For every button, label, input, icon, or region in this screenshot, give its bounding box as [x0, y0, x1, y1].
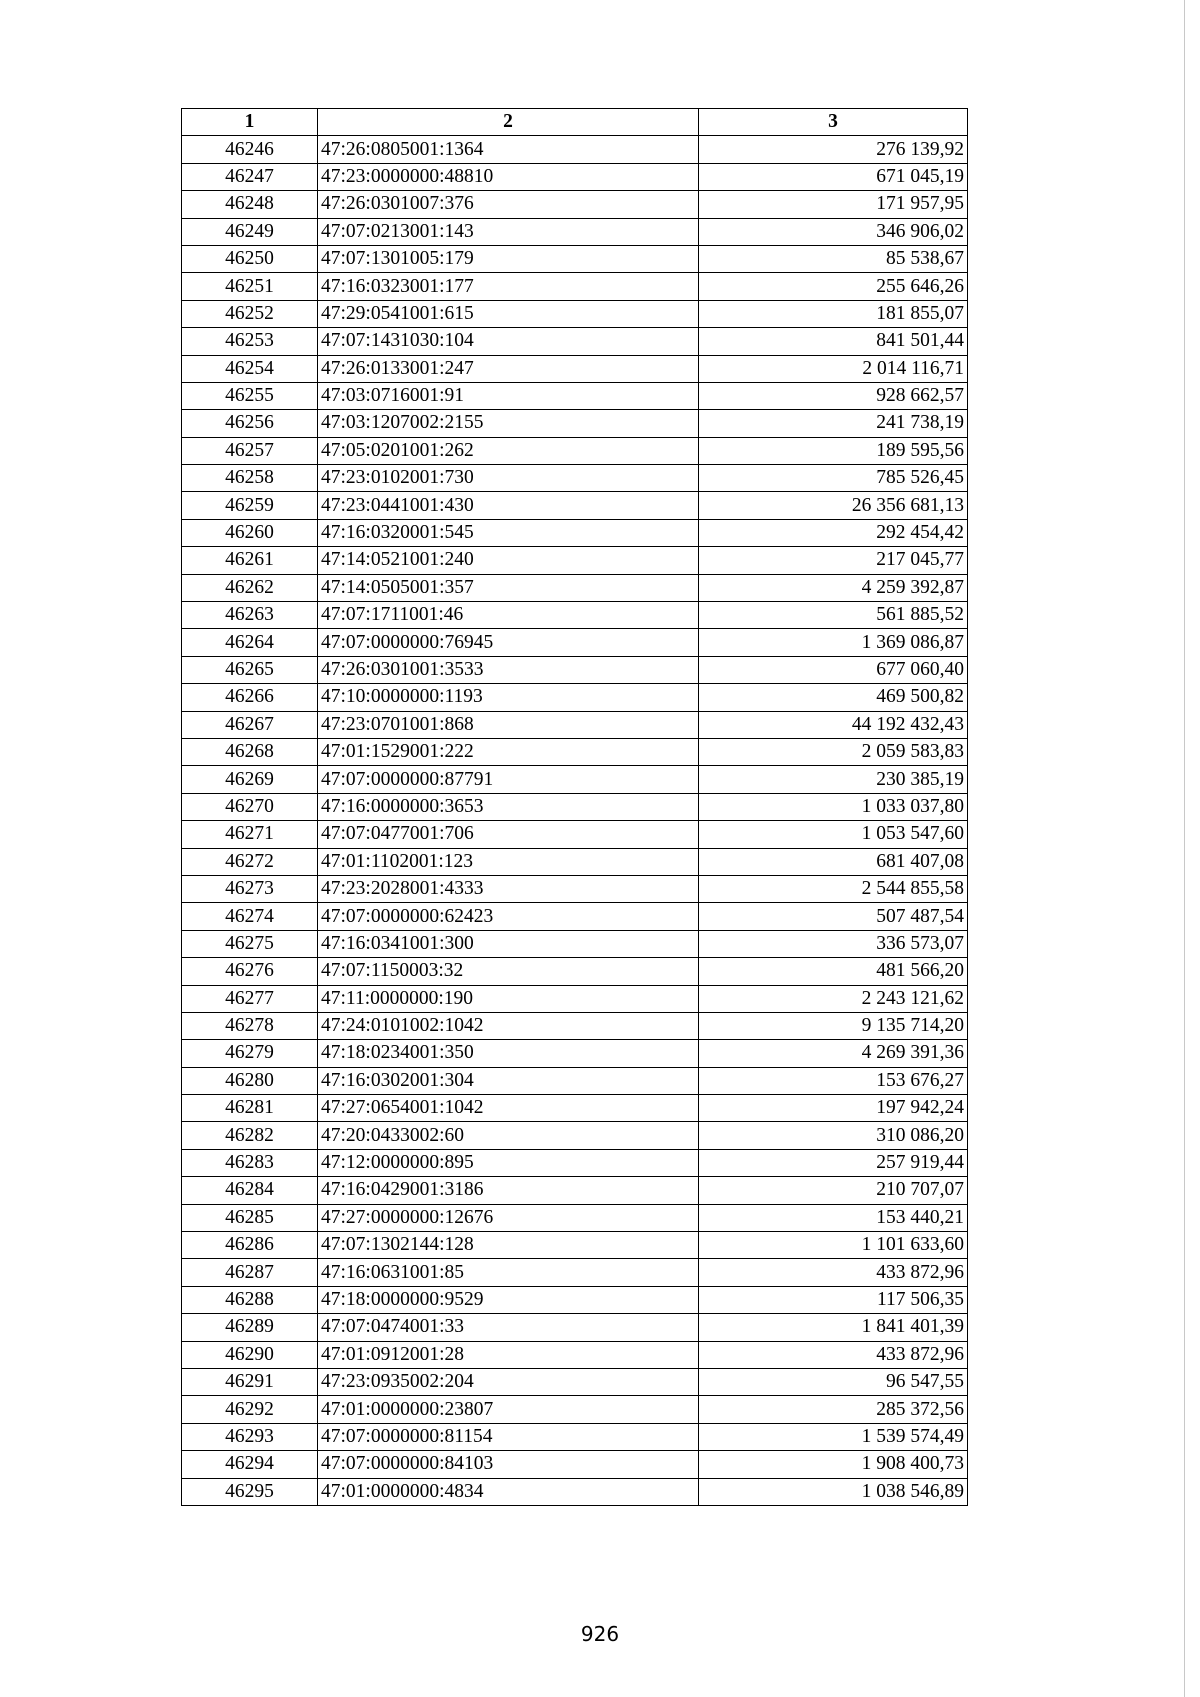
- row-number-cell: 46254: [182, 355, 318, 382]
- table-row: [182, 437, 968, 464]
- cadastral-value-cell: 433 872,96: [699, 1259, 968, 1286]
- cadastral-number-cell: 47:23:2028001:4333: [318, 875, 699, 902]
- table-row: [182, 300, 968, 327]
- table-row: [182, 1423, 968, 1450]
- row-number-cell: 46270: [182, 793, 318, 820]
- cadastral-number-cell: 47:23:0000000:48810: [318, 163, 699, 190]
- column-header-2: 2: [318, 109, 699, 136]
- cadastral-number-cell: 47:20:0433002:60: [318, 1122, 699, 1149]
- cadastral-value-cell: 217 045,77: [699, 547, 968, 574]
- table-row: [182, 1341, 968, 1368]
- cadastral-value-cell: 197 942,24: [699, 1095, 968, 1122]
- cadastral-number-cell: 47:29:0541001:615: [318, 300, 699, 327]
- cadastral-number-cell: 47:16:0631001:85: [318, 1259, 699, 1286]
- table-body: [182, 136, 968, 1506]
- table-row: [182, 1177, 968, 1204]
- cadastral-value-cell: 189 595,56: [699, 437, 968, 464]
- row-number-cell: 46271: [182, 821, 318, 848]
- table-row: [182, 1478, 968, 1505]
- row-number-cell: 46268: [182, 738, 318, 765]
- row-number-cell: 46255: [182, 382, 318, 409]
- table-row: [182, 1040, 968, 1067]
- row-number-cell: 46291: [182, 1368, 318, 1395]
- row-number-cell: 46283: [182, 1149, 318, 1176]
- cadastral-number-cell: 47:10:0000000:1193: [318, 684, 699, 711]
- row-number-cell: 46294: [182, 1451, 318, 1478]
- table-row: [182, 1396, 968, 1423]
- cadastral-number-cell: 47:07:1431030:104: [318, 328, 699, 355]
- row-number-cell: 46281: [182, 1095, 318, 1122]
- table-row: [182, 602, 968, 629]
- table-row: [182, 1067, 968, 1094]
- table-row: [182, 1012, 968, 1039]
- row-number-cell: 46279: [182, 1040, 318, 1067]
- page-number: 926: [580, 1622, 620, 1646]
- row-number-cell: 46282: [182, 1122, 318, 1149]
- cadastral-number-cell: 47:07:0000000:84103: [318, 1451, 699, 1478]
- row-number-cell: 46276: [182, 958, 318, 985]
- cadastral-number-cell: 47:26:0133001:247: [318, 355, 699, 382]
- row-number-cell: 46293: [182, 1423, 318, 1450]
- row-number-cell: 46289: [182, 1314, 318, 1341]
- table-row: [182, 547, 968, 574]
- row-number-cell: 46269: [182, 766, 318, 793]
- cadastral-value-cell: 1 038 546,89: [699, 1478, 968, 1505]
- cadastral-value-cell: 841 501,44: [699, 328, 968, 355]
- cadastral-number-cell: 47:01:0000000:23807: [318, 1396, 699, 1423]
- cadastral-value-cell: 1 369 086,87: [699, 629, 968, 656]
- table-row: [182, 492, 968, 519]
- table-row: [182, 875, 968, 902]
- row-number-cell: 46257: [182, 437, 318, 464]
- cadastral-number-cell: 47:16:0320001:545: [318, 519, 699, 546]
- table-row: [182, 656, 968, 683]
- cadastral-number-cell: 47:05:0201001:262: [318, 437, 699, 464]
- row-number-cell: 46287: [182, 1259, 318, 1286]
- cadastral-value-cell: 44 192 432,43: [699, 711, 968, 738]
- cadastral-number-cell: 47:07:0000000:76945: [318, 629, 699, 656]
- row-number-cell: 46267: [182, 711, 318, 738]
- cadastral-number-cell: 47:01:1102001:123: [318, 848, 699, 875]
- table-row: [182, 410, 968, 437]
- table-row: [182, 1259, 968, 1286]
- table-row: [182, 1451, 968, 1478]
- table-header-row: [182, 109, 968, 136]
- cadastral-value-cell: 1 908 400,73: [699, 1451, 968, 1478]
- row-number-cell: 46288: [182, 1286, 318, 1313]
- cadastral-value-cell: 681 407,08: [699, 848, 968, 875]
- row-number-cell: 46256: [182, 410, 318, 437]
- table-row: [182, 1286, 968, 1313]
- cadastral-number-cell: 47:07:0477001:706: [318, 821, 699, 848]
- cadastral-number-cell: 47:16:0323001:177: [318, 273, 699, 300]
- cadastral-value-cell: 210 707,07: [699, 1177, 968, 1204]
- row-number-cell: 46251: [182, 273, 318, 300]
- row-number-cell: 46248: [182, 191, 318, 218]
- cadastral-value-cell: 2 014 116,71: [699, 355, 968, 382]
- row-number-cell: 46275: [182, 930, 318, 957]
- cadastral-value-cell: 346 906,02: [699, 218, 968, 245]
- cadastral-number-cell: 47:07:0000000:81154: [318, 1423, 699, 1450]
- cadastral-value-cell: 276 139,92: [699, 136, 968, 163]
- table-row: [182, 821, 968, 848]
- cadastral-value-cell: 1 841 401,39: [699, 1314, 968, 1341]
- table-row: [182, 629, 968, 656]
- cadastral-value-cell: 4 259 392,87: [699, 574, 968, 601]
- table-row: [182, 519, 968, 546]
- cadastral-value-cell: 181 855,07: [699, 300, 968, 327]
- cadastral-value-cell: 310 086,20: [699, 1122, 968, 1149]
- cadastral-number-cell: 47:18:0000000:9529: [318, 1286, 699, 1313]
- row-number-cell: 46247: [182, 163, 318, 190]
- row-number-cell: 46259: [182, 492, 318, 519]
- cadastral-number-cell: 47:23:0102001:730: [318, 465, 699, 492]
- row-number-cell: 46292: [182, 1396, 318, 1423]
- row-number-cell: 46252: [182, 300, 318, 327]
- cadastral-number-cell: 47:07:1150003:32: [318, 958, 699, 985]
- cadastral-number-cell: 47:03:1207002:2155: [318, 410, 699, 437]
- cadastral-value-cell: 469 500,82: [699, 684, 968, 711]
- cadastral-value-cell: 241 738,19: [699, 410, 968, 437]
- table-row: [182, 930, 968, 957]
- cadastral-value-cell: 257 919,44: [699, 1149, 968, 1176]
- cadastral-value-cell: 336 573,07: [699, 930, 968, 957]
- cadastral-number-cell: 47:16:0000000:3653: [318, 793, 699, 820]
- cadastral-value-cell: 2 544 855,58: [699, 875, 968, 902]
- table-row: [182, 1368, 968, 1395]
- row-number-cell: 46285: [182, 1204, 318, 1231]
- cadastral-number-cell: 47:07:1711001:46: [318, 602, 699, 629]
- column-header-1: 1: [182, 109, 318, 136]
- row-number-cell: 46260: [182, 519, 318, 546]
- cadastral-number-cell: 47:27:0654001:1042: [318, 1095, 699, 1122]
- cadastral-number-cell: 47:01:0912001:28: [318, 1341, 699, 1368]
- table-row: [182, 382, 968, 409]
- cadastral-value-cell: 153 440,21: [699, 1204, 968, 1231]
- cadastral-number-cell: 47:16:0302001:304: [318, 1067, 699, 1094]
- cadastral-value-cell: 1 101 633,60: [699, 1232, 968, 1259]
- cadastral-number-cell: 47:01:0000000:4834: [318, 1478, 699, 1505]
- row-number-cell: 46265: [182, 656, 318, 683]
- table-row: [182, 985, 968, 1012]
- cadastral-number-cell: 47:16:0429001:3186: [318, 1177, 699, 1204]
- table-row: [182, 1122, 968, 1149]
- table-row: [182, 1314, 968, 1341]
- cadastral-number-cell: 47:18:0234001:350: [318, 1040, 699, 1067]
- row-number-cell: 46250: [182, 245, 318, 272]
- cadastral-value-cell: 928 662,57: [699, 382, 968, 409]
- cadastral-number-cell: 47:24:0101002:1042: [318, 1012, 699, 1039]
- row-number-cell: 46280: [182, 1067, 318, 1094]
- row-number-cell: 46284: [182, 1177, 318, 1204]
- cadastral-number-cell: 47:07:1301005:179: [318, 245, 699, 272]
- cadastral-value-cell: 9 135 714,20: [699, 1012, 968, 1039]
- cadastral-number-cell: 47:12:0000000:895: [318, 1149, 699, 1176]
- column-header-3: 3: [699, 109, 968, 136]
- cadastral-value-cell: 785 526,45: [699, 465, 968, 492]
- cadastral-value-cell: 85 538,67: [699, 245, 968, 272]
- row-number-cell: 46277: [182, 985, 318, 1012]
- cadastral-value-cell: 1 539 574,49: [699, 1423, 968, 1450]
- cadastral-number-cell: 47:23:0935002:204: [318, 1368, 699, 1395]
- row-number-cell: 46272: [182, 848, 318, 875]
- cadastral-number-cell: 47:07:0000000:87791: [318, 766, 699, 793]
- cadastral-number-cell: 47:07:0474001:33: [318, 1314, 699, 1341]
- row-number-cell: 46274: [182, 903, 318, 930]
- cadastral-number-cell: 47:01:1529001:222: [318, 738, 699, 765]
- cadastral-value-cell: 677 060,40: [699, 656, 968, 683]
- table-row: [182, 218, 968, 245]
- cadastral-value-cell: 153 676,27: [699, 1067, 968, 1094]
- cadastral-value-cell: 481 566,20: [699, 958, 968, 985]
- cadastral-value-table: [181, 108, 968, 1506]
- row-number-cell: 46246: [182, 136, 318, 163]
- cadastral-value-cell: 230 385,19: [699, 766, 968, 793]
- table-row: [182, 684, 968, 711]
- row-number-cell: 46261: [182, 547, 318, 574]
- cadastral-number-cell: 47:26:0301007:376: [318, 191, 699, 218]
- cadastral-value-cell: 285 372,56: [699, 1396, 968, 1423]
- table-row: [182, 958, 968, 985]
- row-number-cell: 46273: [182, 875, 318, 902]
- cadastral-value-cell: 1 033 037,80: [699, 793, 968, 820]
- cadastral-value-cell: 255 646,26: [699, 273, 968, 300]
- table-row: [182, 1232, 968, 1259]
- cadastral-number-cell: 47:11:0000000:190: [318, 985, 699, 1012]
- row-number-cell: 46264: [182, 629, 318, 656]
- table-row: [182, 465, 968, 492]
- cadastral-number-cell: 47:03:0716001:91: [318, 382, 699, 409]
- cadastral-number-cell: 47:07:0213001:143: [318, 218, 699, 245]
- table-row: [182, 355, 968, 382]
- row-number-cell: 46262: [182, 574, 318, 601]
- cadastral-value-cell: 4 269 391,36: [699, 1040, 968, 1067]
- table-row: [182, 903, 968, 930]
- cadastral-value-cell: 2 243 121,62: [699, 985, 968, 1012]
- cadastral-value-cell: 561 885,52: [699, 602, 968, 629]
- cadastral-value-cell: 171 957,95: [699, 191, 968, 218]
- table-row: [182, 1204, 968, 1231]
- table-row: [182, 738, 968, 765]
- cadastral-value-cell: 2 059 583,83: [699, 738, 968, 765]
- cadastral-number-cell: 47:26:0805001:1364: [318, 136, 699, 163]
- row-number-cell: 46286: [182, 1232, 318, 1259]
- row-number-cell: 46263: [182, 602, 318, 629]
- table-row: [182, 191, 968, 218]
- table-row: [182, 245, 968, 272]
- cadastral-number-cell: 47:23:0701001:868: [318, 711, 699, 738]
- cadastral-value-cell: 96 547,55: [699, 1368, 968, 1395]
- row-number-cell: 46266: [182, 684, 318, 711]
- cadastral-number-cell: 47:14:0505001:357: [318, 574, 699, 601]
- table-row: [182, 766, 968, 793]
- table-row: [182, 328, 968, 355]
- cadastral-value-cell: 117 506,35: [699, 1286, 968, 1313]
- table-row: [182, 793, 968, 820]
- table-row: [182, 711, 968, 738]
- cadastral-number-cell: 47:07:0000000:62423: [318, 903, 699, 930]
- cadastral-number-cell: 47:23:0441001:430: [318, 492, 699, 519]
- cadastral-value-cell: 507 487,54: [699, 903, 968, 930]
- row-number-cell: 46278: [182, 1012, 318, 1039]
- row-number-cell: 46253: [182, 328, 318, 355]
- table-row: [182, 136, 968, 163]
- row-number-cell: 46258: [182, 465, 318, 492]
- cadastral-value-cell: 1 053 547,60: [699, 821, 968, 848]
- table-row: [182, 574, 968, 601]
- cadastral-value-cell: 433 872,96: [699, 1341, 968, 1368]
- table-row: [182, 1095, 968, 1122]
- cadastral-number-cell: 47:27:0000000:12676: [318, 1204, 699, 1231]
- cadastral-number-cell: 47:14:0521001:240: [318, 547, 699, 574]
- row-number-cell: 46295: [182, 1478, 318, 1505]
- cadastral-number-cell: 47:16:0341001:300: [318, 930, 699, 957]
- cadastral-number-cell: 47:26:0301001:3533: [318, 656, 699, 683]
- table-row: [182, 848, 968, 875]
- row-number-cell: 46249: [182, 218, 318, 245]
- cadastral-value-cell: 671 045,19: [699, 163, 968, 190]
- page-edge-divider: [1184, 0, 1185, 1697]
- cadastral-value-cell: 292 454,42: [699, 519, 968, 546]
- table-row: [182, 163, 968, 190]
- table-row: [182, 1149, 968, 1176]
- cadastral-number-cell: 47:07:1302144:128: [318, 1232, 699, 1259]
- cadastral-value-cell: 26 356 681,13: [699, 492, 968, 519]
- table-row: [182, 273, 968, 300]
- row-number-cell: 46290: [182, 1341, 318, 1368]
